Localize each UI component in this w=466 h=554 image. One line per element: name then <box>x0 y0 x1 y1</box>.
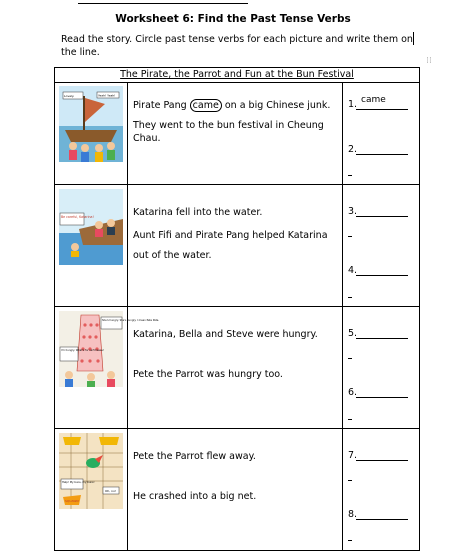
story-row-3 <box>55 307 419 429</box>
continuation-dash <box>348 480 352 481</box>
continuation-dash <box>348 540 352 541</box>
story-sentence-1: Katarina, Bella and Steve were hungry. <box>133 329 318 340</box>
continuation-dash <box>348 297 352 298</box>
continuation-dash <box>348 358 352 359</box>
story-cell <box>128 82 343 184</box>
continuation-dash <box>348 236 352 237</box>
speech-bubble: Help! My buns, my buns! <box>62 481 95 484</box>
story-sentence-1: Pirate Pang came on a big Chinese junk. <box>133 100 331 111</box>
continuation-dash <box>348 419 352 420</box>
instructions-text: Read the story. Circle past tense verbs for each picture and write them on the line. <box>61 34 413 58</box>
answer-line-7[interactable]: 7. <box>348 450 416 461</box>
water-rescue-picture <box>59 189 123 265</box>
answer-line-3[interactable]: 3. <box>348 206 416 217</box>
story-table <box>54 67 420 551</box>
picture-cell <box>55 82 128 184</box>
story-sentence-2: Pete the Parrot was hungry too. <box>133 369 283 380</box>
circled-verb[interactable]: came <box>190 99 222 112</box>
junk-boat-picture <box>59 86 123 162</box>
answer-line-4[interactable]: 4. <box>348 265 416 276</box>
story-sentence-2: Aunt Fifi and Pirate Pang helped Katarina out of the water. <box>133 230 328 261</box>
speech-bubble: Yeah! Yeah! <box>98 93 116 98</box>
answer-line-1[interactable]: 1. came <box>348 99 416 110</box>
speech-bubble: Lovely. <box>64 94 75 98</box>
speech-bubble: Be careful, Katarina! <box>61 215 94 219</box>
story-row-4 <box>55 429 419 550</box>
picture-cell <box>55 307 160 428</box>
answer-line-8[interactable]: 8. <box>348 509 416 520</box>
speech-bubble: SQUAWK! <box>65 499 80 503</box>
story-cell <box>128 429 343 550</box>
story-sentence-1: Katarina fell into the water. <box>133 207 263 218</box>
story-sentence-2: He crashed into a big net. <box>133 491 257 502</box>
story-cell <box>128 185 343 306</box>
answer-text: came <box>361 95 386 105</box>
answer-line-2[interactable]: 2. <box>348 144 416 155</box>
story-sentence-2: They went to the bun festival in Cheung Chau. <box>133 120 324 144</box>
story-row-1 <box>55 82 419 185</box>
answer-line-5[interactable]: 5. <box>348 328 416 339</box>
speech-bubble: I'm hungry. What's for us?Cheese! <box>61 349 104 352</box>
text-cursor <box>413 32 414 45</box>
worksheet-title: Worksheet 6: Find the Past Tense Verbs <box>115 13 351 25</box>
speech-bubble: She's hungry. She's hungry. I mean Pete Pete. <box>102 319 160 322</box>
table-heading: The Pirate, the Parrot and Fun at the Bun Festival <box>55 68 419 83</box>
answer-cell <box>343 429 419 550</box>
answer-cell <box>343 307 419 428</box>
speech-bubble: Oh, no! <box>105 489 117 493</box>
table-move-handle-icon[interactable]: ⁞⁞ <box>426 56 432 66</box>
story-sentence-1: Pete the Parrot flew away. <box>133 451 256 462</box>
parrot-net-picture <box>59 433 123 509</box>
answer-cell <box>343 82 419 184</box>
bun-tower-picture <box>59 311 160 387</box>
picture-cell <box>55 185 128 306</box>
story-row-2 <box>55 185 419 307</box>
date-line <box>78 0 248 4</box>
answer-cell <box>343 185 419 306</box>
answer-line-6[interactable]: 6. <box>348 387 416 398</box>
picture-cell <box>55 429 128 550</box>
story-cell <box>128 307 343 428</box>
continuation-dash <box>348 175 352 176</box>
